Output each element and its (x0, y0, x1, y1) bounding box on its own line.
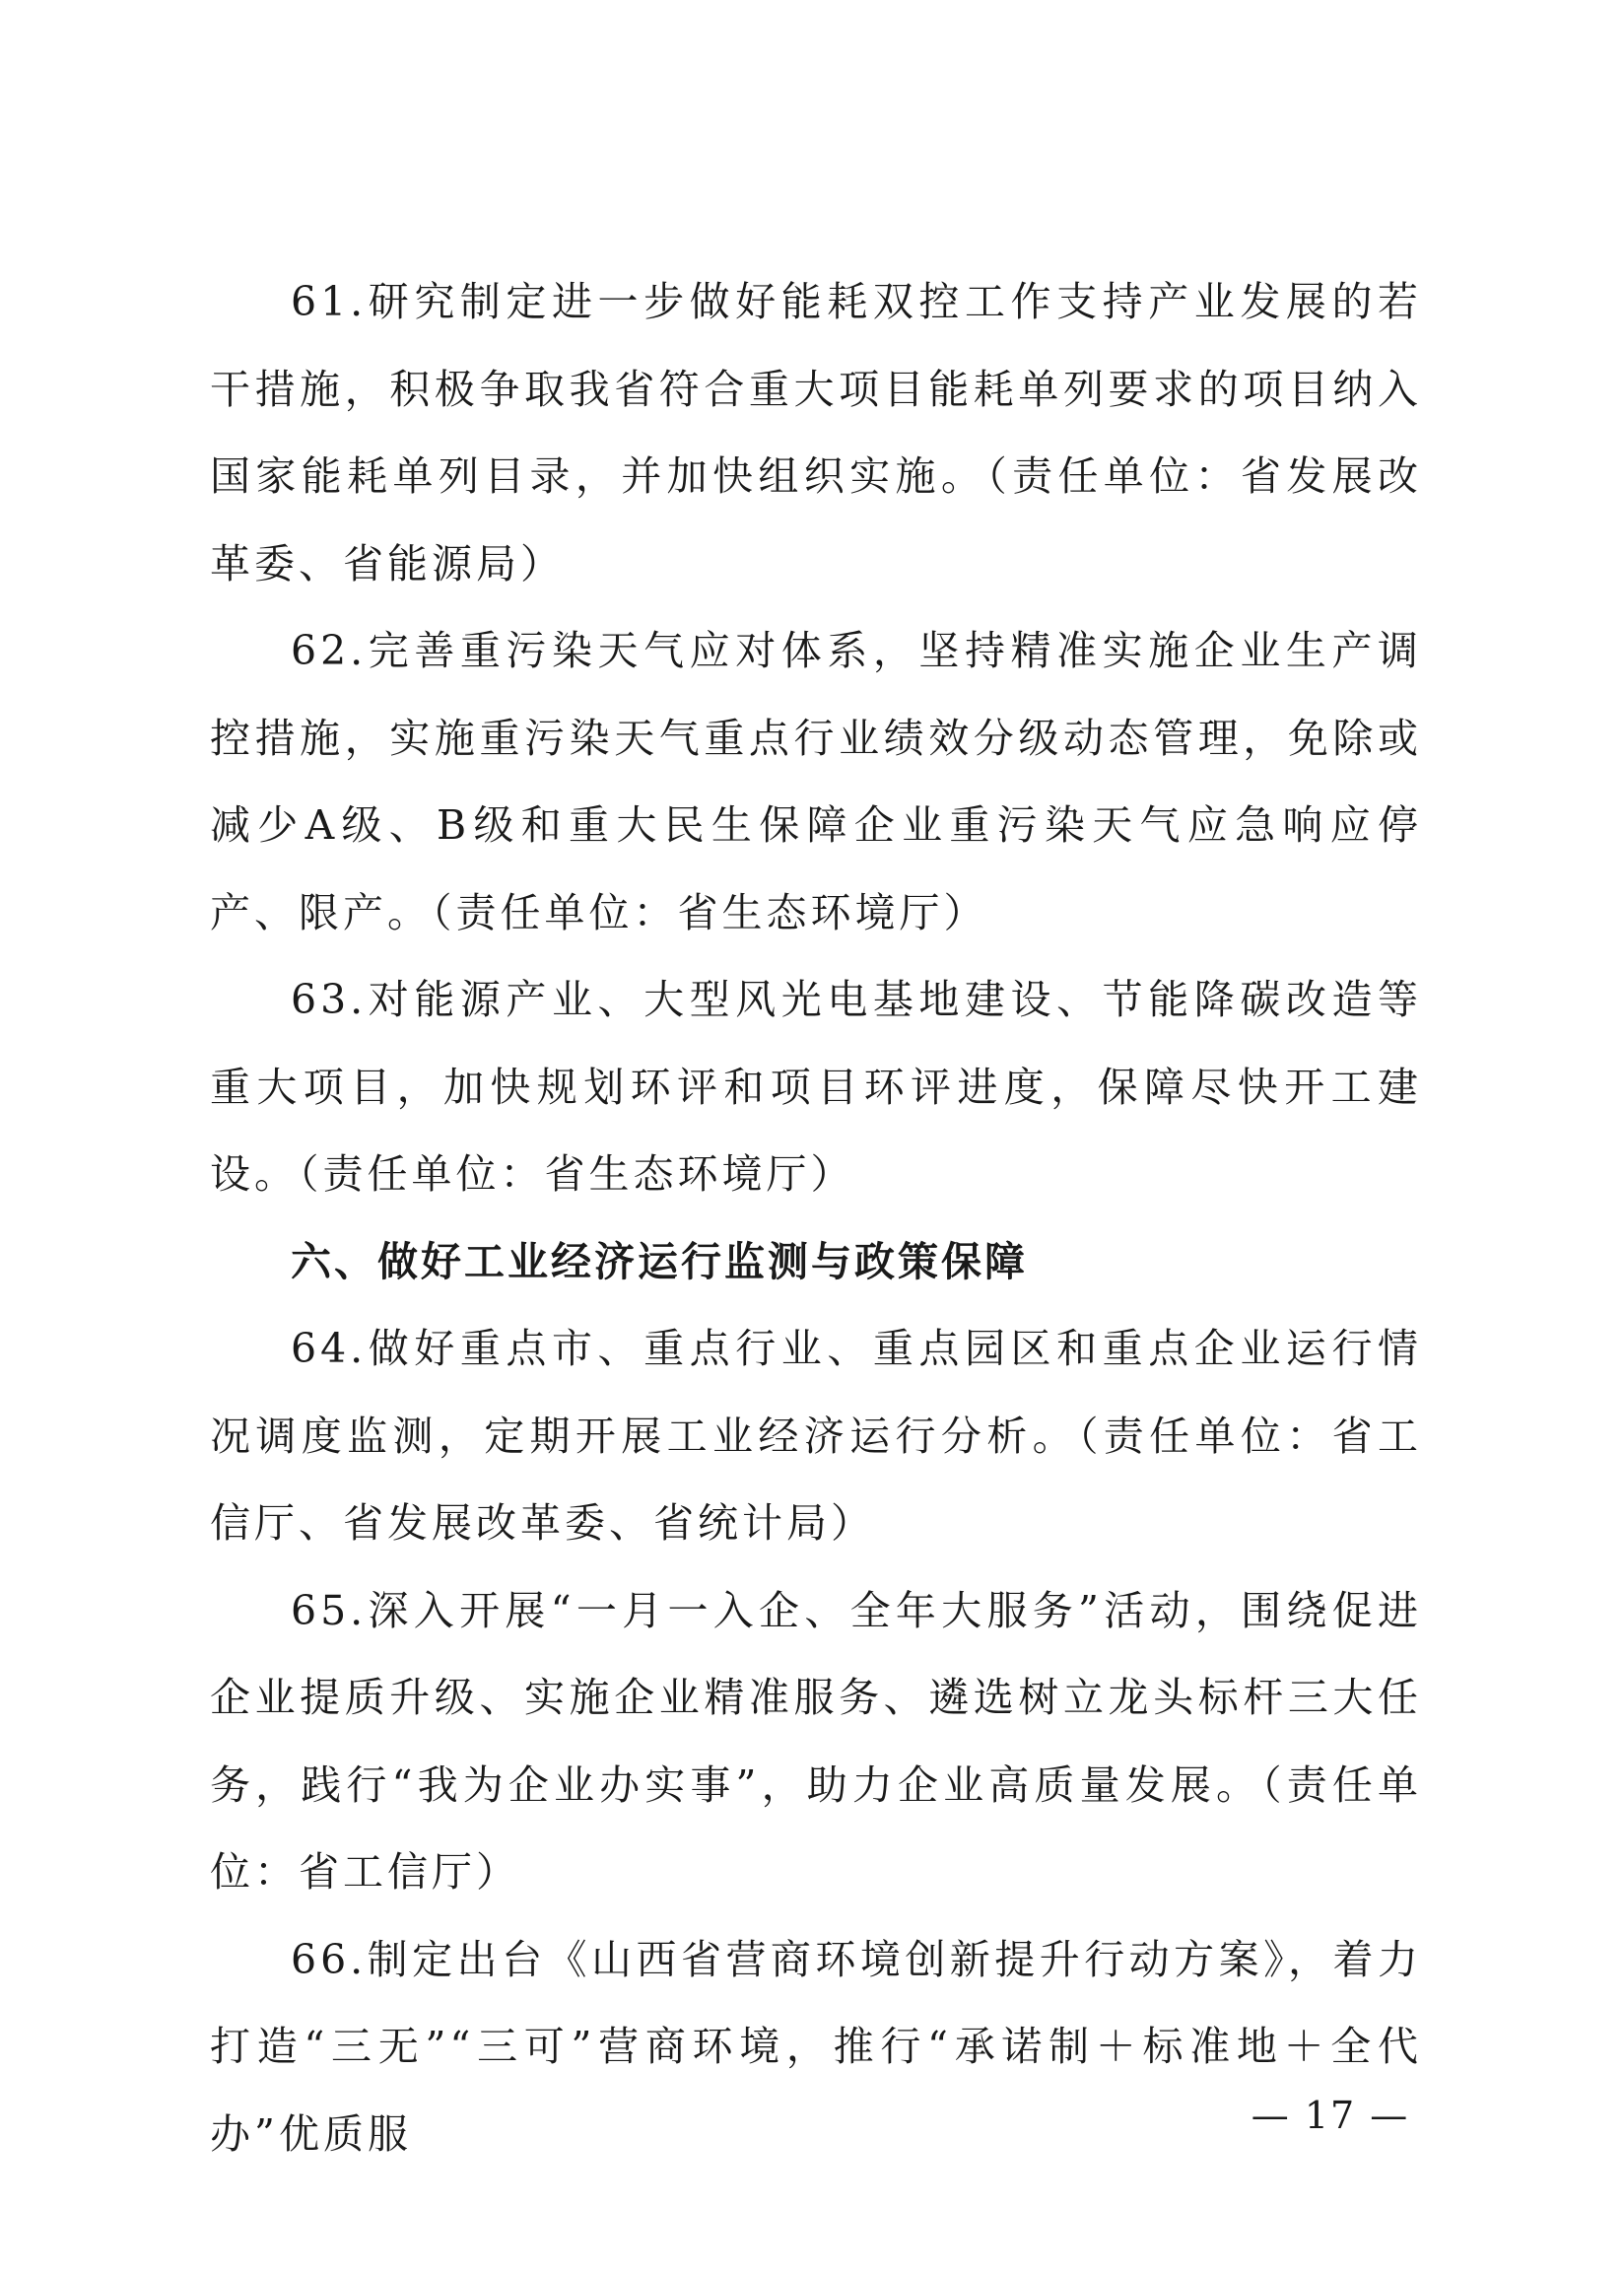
list-item-65: 65.深入开展“一月一入企、全年大服务”活动，围绕促进企业提质升级、实施企业精准服务、遴选树立龙头标杆三大任务，践行“我为企业办实事”，助力企业高质量发展。（责任单位：省工信厅） (210, 1586, 1422, 1896)
document-body (210, 258, 1422, 2177)
list-item-66: 66.制定出台《山西省营商环境创新提升行动方案》，着力打造“三无”“三可”营商环境，推行“承诺制＋标准地＋全代办”优质服 (210, 1935, 1422, 2158)
list-item-61: 61.研究制定进一步做好能耗双控工作支持产业发展的若干措施，积极争取我省符合重大项目能耗单列要求的项目纳入国家能耗单列目录，并加快组织实施。（责任单位：省发展改革委、省能源局） (210, 278, 1422, 587)
list-item-63: 63.对能源产业、大型风光电基地建设、节能降碳改造等重大项目，加快规划环评和项目环评进度，保障尽快开工建设。（责任单位：省生态环境厅） (210, 976, 1422, 1198)
list-item-64: 64.做好重点市、重点行业、重点园区和重点企业运行情况调度监测，定期开展工业经济运行分析。（责任单位：省工信厅、省发展改革委、省统计局） (210, 1325, 1422, 1547)
page-number: — 17 — (1251, 2094, 1410, 2137)
list-item-62: 62.完善重污染天气应对体系，坚持精准实施企业生产调控措施，实施重污染天气重点行业绩效分级动态管理，免除或减少A级、B级和重大民生保障企业重污染天气应急响应停产、限产。（责任单位：省生态环境厅） (210, 627, 1422, 936)
section-heading: 六、做好工业经济运行监测与政策保障 (291, 1237, 1028, 1285)
